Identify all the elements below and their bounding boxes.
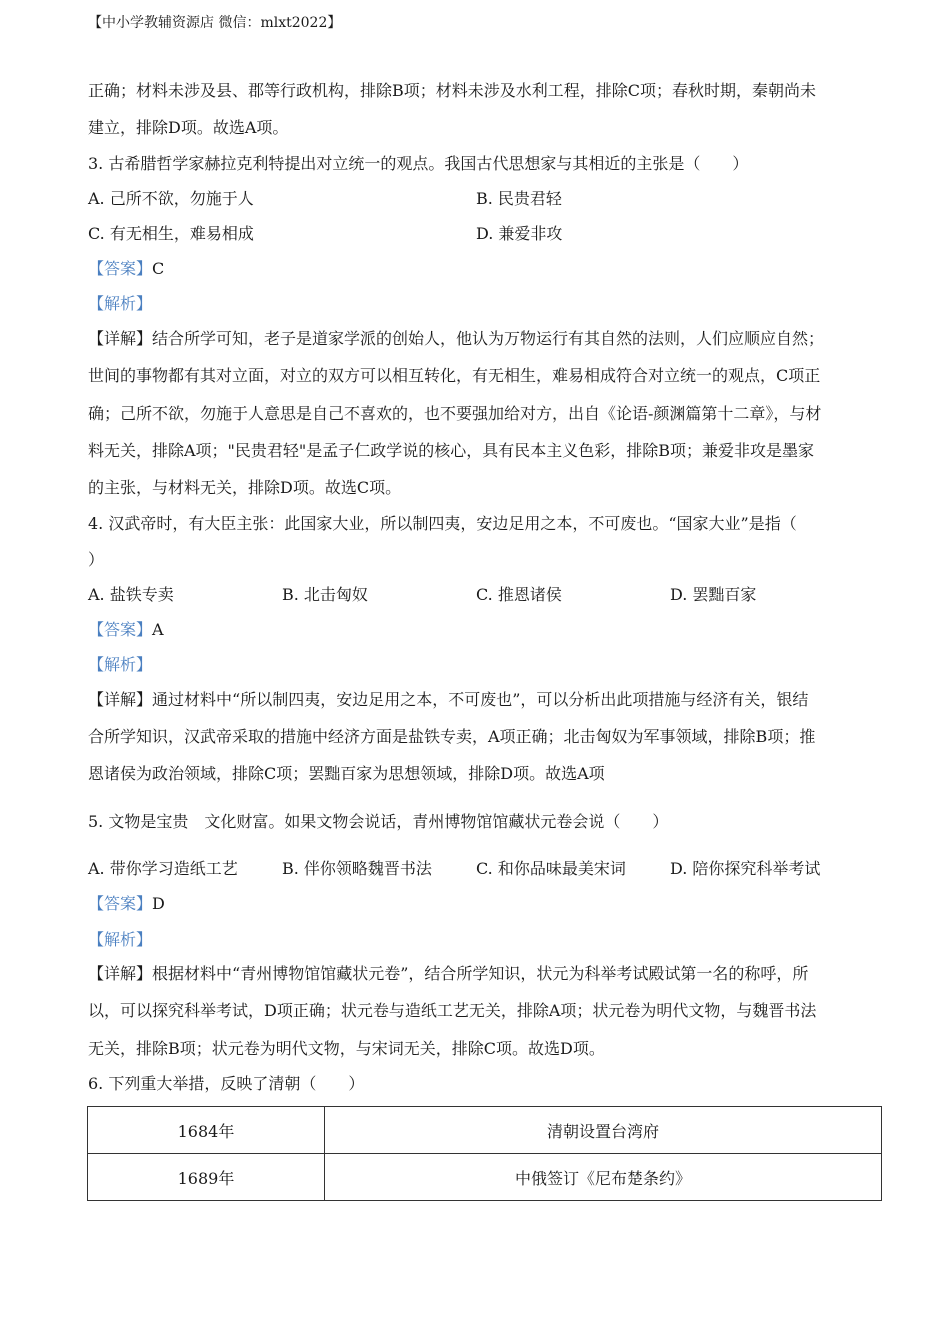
detail-label: 【详解】 bbox=[88, 329, 153, 348]
table-row bbox=[88, 1107, 882, 1154]
q4-stem-line-2: ） bbox=[88, 550, 105, 569]
q5-detail-line-1 bbox=[88, 964, 808, 984]
q4-option-a: A. 盐铁专卖 bbox=[88, 585, 174, 604]
q5-analysis-label: 【解析】 bbox=[88, 930, 153, 949]
prev-analysis-line-1: 正确；材料未涉及县、郡等行政机构，排除B项；材料未涉及水利工程，排除C项；春秋时期，秦朝尚未 bbox=[88, 81, 817, 100]
answer-label: 【答案】 bbox=[88, 620, 153, 639]
detail-label: 【详解】 bbox=[88, 964, 153, 983]
answer-value: A bbox=[152, 620, 164, 639]
q3-option-a: A. 己所不欲，勿施于人 bbox=[88, 189, 254, 208]
q4-detail-line-1 bbox=[88, 690, 808, 710]
q4-detail-line-2: 合所学知识，汉武帝采取的措施中经济方面是盐铁专卖，A项正确；北击匈奴为军事领域，排除B项；推 bbox=[88, 727, 816, 746]
q4-option-b: B. 北击匈奴 bbox=[282, 585, 368, 604]
q3-detail-line-5: 的主张，与材料无关，排除D项。故选C项。 bbox=[88, 478, 402, 497]
prev-analysis-line-2: 建立，排除D项。故选A项。 bbox=[88, 118, 289, 137]
answer-value: D bbox=[152, 894, 165, 913]
q5-stem: 5. 文物是宝贵 文化财富。如果文物会说话，青州博物馆馆藏状元卷会说（ ） bbox=[88, 812, 669, 831]
q5-detail-line-2: 以，可以探究科举考试，D项正确；状元卷与造纸工艺无关，排除A项；状元卷为明代文物，与魏晋书法 bbox=[88, 1001, 817, 1020]
q3-answer bbox=[88, 259, 164, 279]
q3-detail-line-3: 确；己所不欲，勿施于人意思是自己不喜欢的，也不要强加给对方，出自《论语-颜渊篇第十二章》，与材 bbox=[88, 404, 822, 423]
table-cell-event: 清朝设置台湾府 bbox=[325, 1107, 882, 1154]
q3-analysis-label: 【解析】 bbox=[88, 294, 153, 313]
q5-option-a: A. 带你学习造纸工艺 bbox=[88, 859, 238, 878]
detail-text: 通过材料中“所以制四夷，安边足用之本，不可废也”，可以分析出此项措施与经济有关，银结 bbox=[152, 690, 809, 709]
q5-option-c: C. 和你品味最美宋词 bbox=[476, 859, 626, 878]
table-cell-year: 1684年 bbox=[88, 1107, 325, 1154]
answer-value: C bbox=[152, 259, 165, 278]
table-cell-year: 1689年 bbox=[88, 1154, 325, 1201]
table-row bbox=[88, 1154, 882, 1201]
answer-label: 【答案】 bbox=[88, 894, 153, 913]
q4-stem-line-1: 4. 汉武帝时，有大臣主张：此国家大业，所以制四夷，安边足用之本，不可废也。“国家大业”是指（ bbox=[88, 514, 797, 533]
detail-label: 【详解】 bbox=[88, 690, 153, 709]
q3-stem: 3. 古希腊哲学家赫拉克利特提出对立统一的观点。我国古代思想家与其相近的主张是（ ） bbox=[88, 154, 749, 173]
q3-detail-line-1 bbox=[88, 329, 824, 349]
q4-detail-line-3: 恩诸侯为政治领域，排除C项；罢黜百家为思想领域，排除D项。故选A项 bbox=[88, 764, 605, 783]
q5-answer bbox=[88, 894, 165, 914]
page-header: 【中小学教辅资源店 微信：mlxt2022】 bbox=[88, 15, 342, 31]
q4-option-c: C. 推恩诸侯 bbox=[476, 585, 562, 604]
q4-answer bbox=[88, 620, 164, 640]
q6-stem: 6. 下列重大举措，反映了清朝（ ） bbox=[88, 1074, 365, 1093]
q5-detail-line-3: 无关，排除B项；状元卷为明代文物，与宋词无关，排除C项。故选D项。 bbox=[88, 1039, 605, 1058]
table-cell-event: 中俄签订《尼布楚条约》 bbox=[325, 1154, 882, 1201]
q5-option-d: D. 陪你探究科举考试 bbox=[670, 859, 821, 878]
q3-option-d: D. 兼爱非攻 bbox=[476, 224, 563, 243]
q3-option-b: B. 民贵君轻 bbox=[476, 189, 562, 208]
q3-detail-line-2: 世间的事物都有其对立面，对立的双方可以相互转化，有无相生，难易相成符合对立统一的观点，C项正 bbox=[88, 366, 821, 385]
detail-text: 根据材料中“青州博物馆馆藏状元卷”，结合所学知识，状元为科举考试殿试第一名的称呼，所 bbox=[152, 964, 809, 983]
q3-option-c: C. 有无相生，难易相成 bbox=[88, 224, 254, 243]
detail-text: 结合所学可知，老子是道家学派的创始人，他认为万物运行有其自然的法则，人们应顺应自然； bbox=[152, 329, 825, 348]
q3-detail-line-4: 料无关，排除A项；"民贵君轻"是孟子仁政学说的核心，具有民本主义色彩，排除B项；兼爱非攻是墨家 bbox=[88, 441, 815, 460]
q4-option-d: D. 罢黜百家 bbox=[670, 585, 757, 604]
q4-analysis-label: 【解析】 bbox=[88, 655, 153, 674]
answer-label: 【答案】 bbox=[88, 259, 153, 278]
q5-option-b: B. 伴你领略魏晋书法 bbox=[282, 859, 432, 878]
q6-events-table bbox=[87, 1106, 882, 1201]
